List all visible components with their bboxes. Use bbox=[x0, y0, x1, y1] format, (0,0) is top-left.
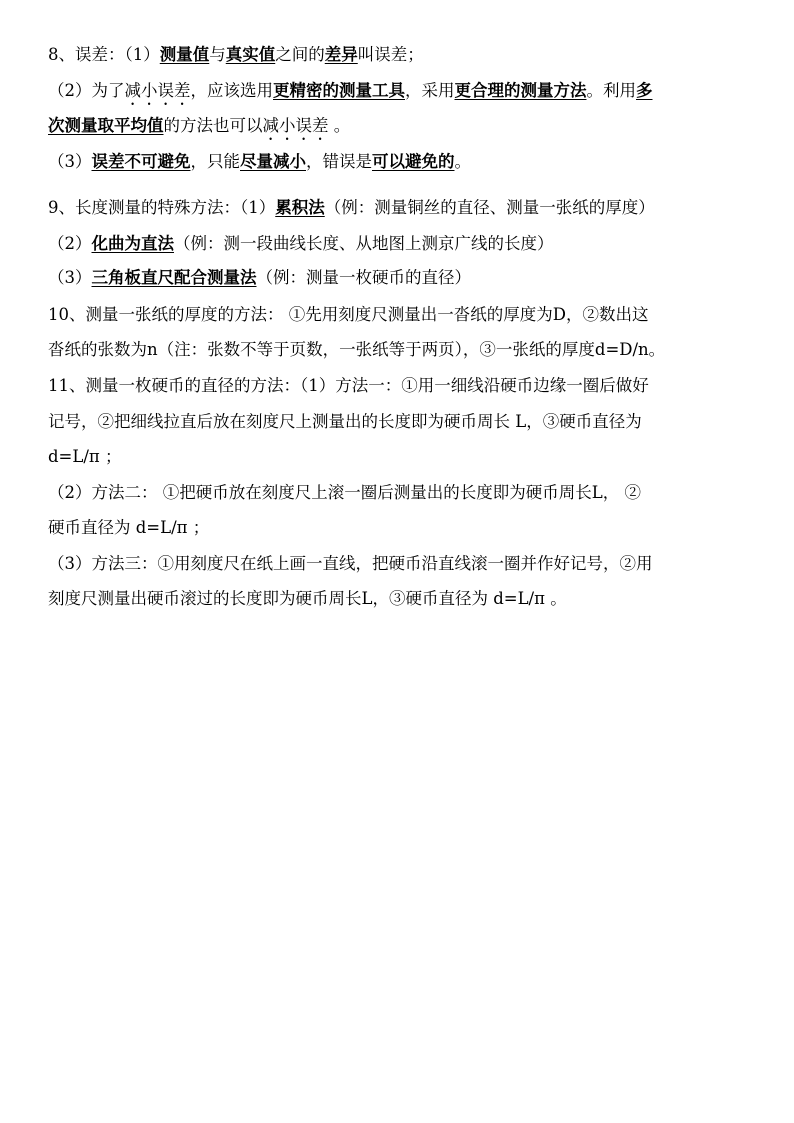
key-term: 累积法 bbox=[275, 198, 325, 217]
text: （3） bbox=[48, 152, 92, 171]
item-11-line-4: （2）方法二： ①把硬币放在刻度尺上滚一圈后测量出的长度即为硬币周长L， ② bbox=[48, 483, 641, 502]
item-9-line-1 bbox=[48, 196, 748, 220]
emphasis-text: 减小误差 bbox=[124, 81, 191, 100]
text: （例：测量一枚硬币的直径） bbox=[256, 268, 471, 287]
text: （2） bbox=[48, 234, 92, 253]
key-term: 尽量减小 bbox=[240, 152, 306, 171]
item-11-line-5: 硬币直径为 d=L/π ； bbox=[48, 518, 210, 537]
key-term: 更合理的测量方法 bbox=[454, 81, 587, 100]
key-term: 测量值 bbox=[159, 45, 210, 64]
text: 的方法也可以 bbox=[163, 116, 263, 135]
text: 8、误差：（1） bbox=[48, 45, 160, 64]
text: 。 bbox=[328, 116, 351, 135]
key-term: 更精密的测量工具 bbox=[273, 81, 405, 100]
text: 9、长度测量的特殊方法：（1） bbox=[48, 198, 276, 217]
text: 叫误差； bbox=[357, 45, 424, 64]
text: （3） bbox=[48, 268, 92, 287]
item-8-line-4 bbox=[48, 150, 748, 174]
text: ，只能 bbox=[190, 152, 240, 171]
key-term: 多 bbox=[636, 81, 653, 100]
item-9-line-3 bbox=[48, 266, 748, 290]
key-term: 差异 bbox=[324, 45, 358, 64]
emphasis-text: 减小误差 bbox=[262, 116, 329, 135]
item-10-line-2: 沓纸的张数为n（注：张数不等于页数，一张纸等于两页），③一张纸的厚度d=D/n。 bbox=[48, 340, 666, 359]
item-11-line-3: d=L/π ； bbox=[48, 447, 122, 466]
key-term: 次测量取平均值 bbox=[48, 116, 164, 135]
text: 之间的 bbox=[275, 45, 325, 64]
item-11-line-6: （3）方法三：①用刻度尺在纸上画一直线，把硬币沿直线滚一圈并作好记号，②用 bbox=[48, 554, 653, 573]
key-term: 真实值 bbox=[225, 45, 276, 64]
text: （2）为了 bbox=[48, 81, 125, 100]
item-11-line-2: 记号，②把细线拉直后放在刻度尺上测量出的长度即为硬币周长 L，③硬币直径为 bbox=[48, 412, 642, 431]
key-term: 误差不可避免 bbox=[91, 152, 191, 171]
item-8-line-2 bbox=[48, 79, 748, 109]
text: ，应该选用 bbox=[190, 81, 273, 100]
item-8-line-1 bbox=[48, 43, 748, 67]
text: 。 bbox=[454, 152, 471, 171]
text: ，错误是 bbox=[306, 152, 372, 171]
text: 。利用 bbox=[586, 81, 636, 100]
item-9-line-2 bbox=[48, 232, 748, 256]
item-11-line-7: 刻度尺测量出硬币滚过的长度即为硬币周长L，③硬币直径为 d=L/π 。 bbox=[48, 589, 567, 608]
text: （例：测一段曲线长度、从地图上测京广线的长度） bbox=[174, 234, 554, 253]
item-11-line-1: 11、测量一枚硬币的直径的方法：（1）方法一：①用一细线沿硬币边缘一圈后做好 bbox=[48, 376, 649, 395]
text: ，采用 bbox=[405, 81, 455, 100]
item-8-line-3 bbox=[48, 114, 748, 144]
key-term: 三角板直尺配合测量法 bbox=[91, 268, 257, 287]
text: （例：测量铜丝的直径、测量一张纸的厚度） bbox=[324, 198, 655, 217]
text: 与 bbox=[209, 45, 226, 64]
item-10-line-1: 10、测量一张纸的厚度的方法： ①先用刻度尺测量出一沓纸的厚度为D，②数出这 bbox=[48, 305, 649, 324]
key-term: 可以避免的 bbox=[372, 152, 455, 171]
key-term: 化曲为直法 bbox=[91, 234, 174, 253]
